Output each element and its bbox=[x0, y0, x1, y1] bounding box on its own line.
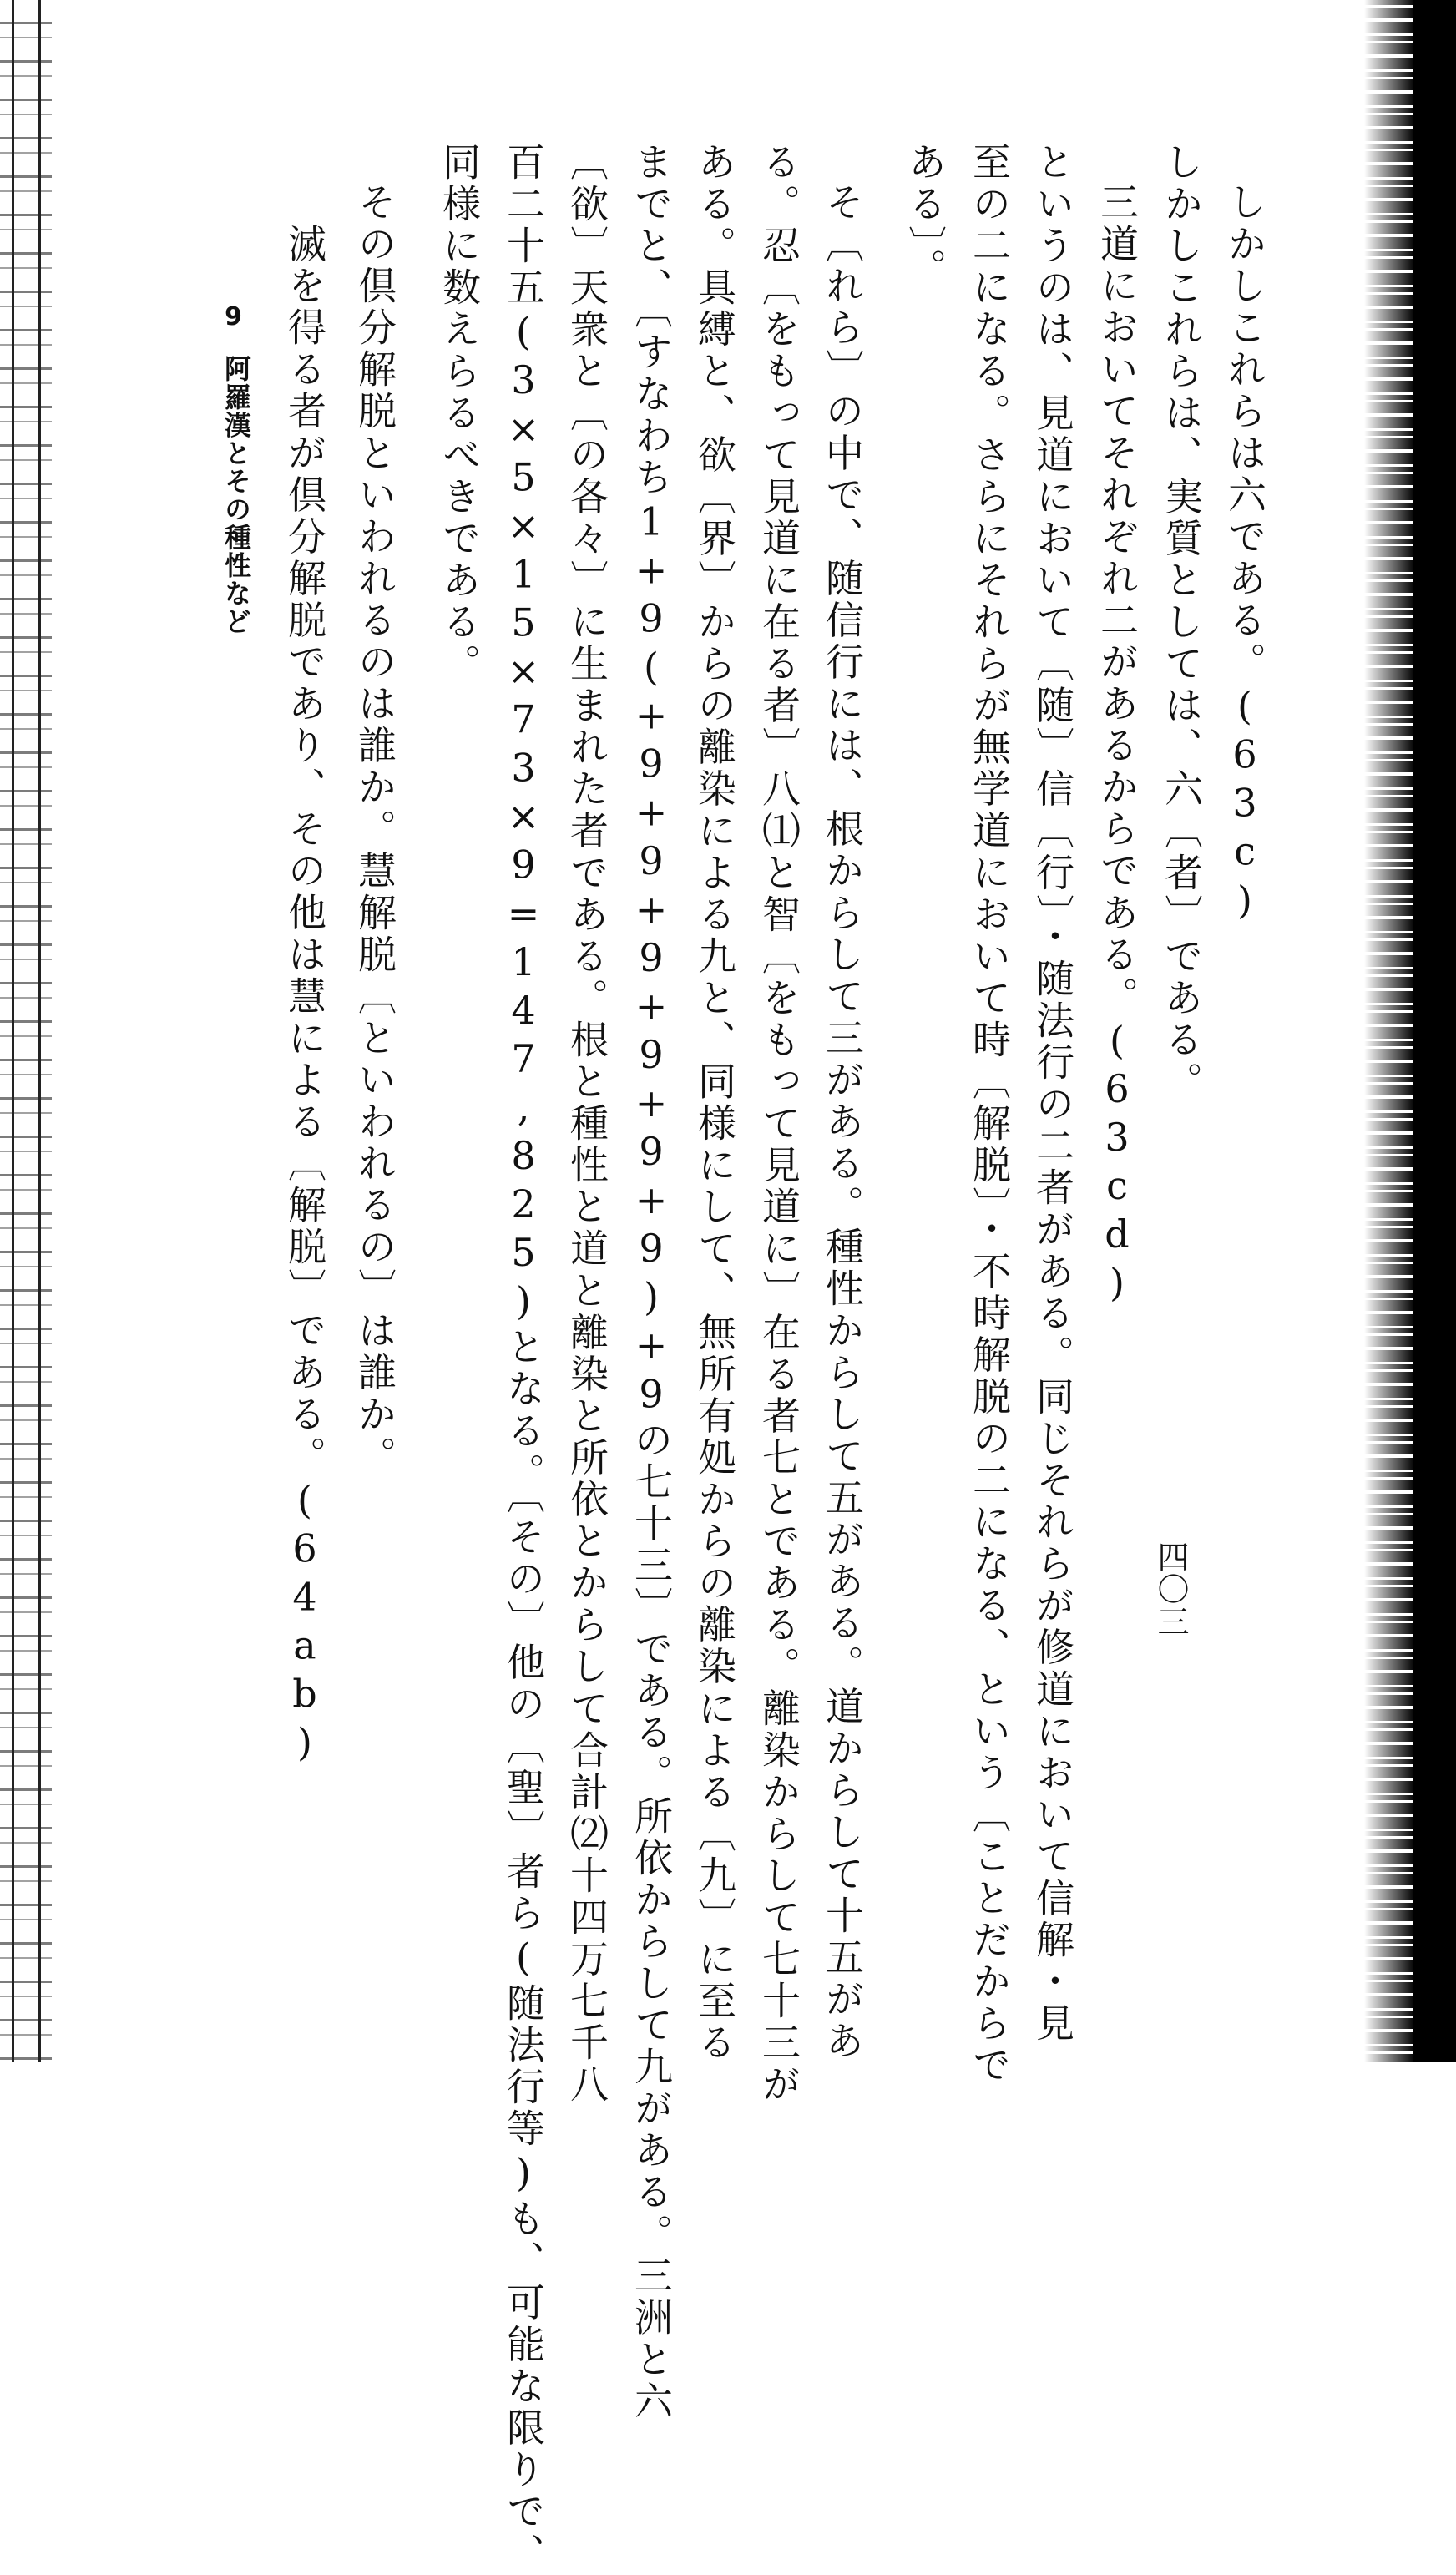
body-line: 〔欲〕天衆と〔の各々〕に生まれた者である。根と種性と道と離染と所依とからして合計⑵十四万七千八 bbox=[564, 142, 609, 2107]
body-line: ある〕。 bbox=[902, 142, 948, 291]
body-line: 至の二になる。さらにそれらが無学道において時〔解脱〕・不時解脱の二になる、という〔ことだからで bbox=[967, 142, 1012, 2087]
page-edge-dark bbox=[1413, 0, 1456, 2062]
binding-rule bbox=[38, 0, 41, 2062]
verse-line: 三道においてそれぞれ二があるからである。(63cd) bbox=[1095, 182, 1140, 1309]
verse-line: しかしこれらは六である。(63c) bbox=[1222, 182, 1267, 926]
body-line: その倶分解脱といわれるのは誰か。慧解脱〔といわれるの〕は誰か。 bbox=[352, 182, 397, 1478]
chapter-number: 9 bbox=[219, 302, 248, 331]
verse-line: 滅を得る者が倶分解脱であり、その他は慧による〔解脱〕である。(64ab) bbox=[282, 224, 327, 1768]
body-line: しかしこれらは、実質としては、六〔者〕である。 bbox=[1159, 142, 1204, 1104]
body-line: 百二十五(3×5×15×73×9=147,825)となる。〔その〕他の〔聖〕者ら(随法行等)も、可能な限りで、 bbox=[501, 142, 546, 2575]
body-line: そ〔れら〕の中で、随信行には、根からして三がある。種性からして五がある。道からして十五があ bbox=[820, 182, 865, 2063]
body-line: までと、〔すなわち1+9(+9+9+9+9+9+9)+9の七十三〕である。所依からして九がある。三洲と六 bbox=[629, 142, 674, 2423]
body-line: ある。具縛と、欲〔界〕からの離染による九と、同様にして、無所有処からの離染による〔九〕に至る bbox=[692, 142, 737, 2065]
running-head bbox=[219, 302, 248, 331]
body-line: 同様に数えらるべきである。 bbox=[437, 142, 482, 685]
binding-rule bbox=[12, 0, 14, 2062]
running-head bbox=[217, 355, 255, 635]
body-line: る。忍〔をもって見道に在る者〕八⑴と智〔をもって見道に〕在る者七とである。離染からして七十三が bbox=[756, 142, 801, 2107]
chapter-title: 阿羅漢とその種性など bbox=[220, 355, 252, 635]
binding-shadow bbox=[0, 0, 52, 2062]
body-line: というのは、見道において〔随〕信〔行〕・随法行の二者がある。同じそれらが修道において信解・見 bbox=[1030, 142, 1075, 2046]
page-number: 四〇三 bbox=[1152, 1540, 1189, 1638]
